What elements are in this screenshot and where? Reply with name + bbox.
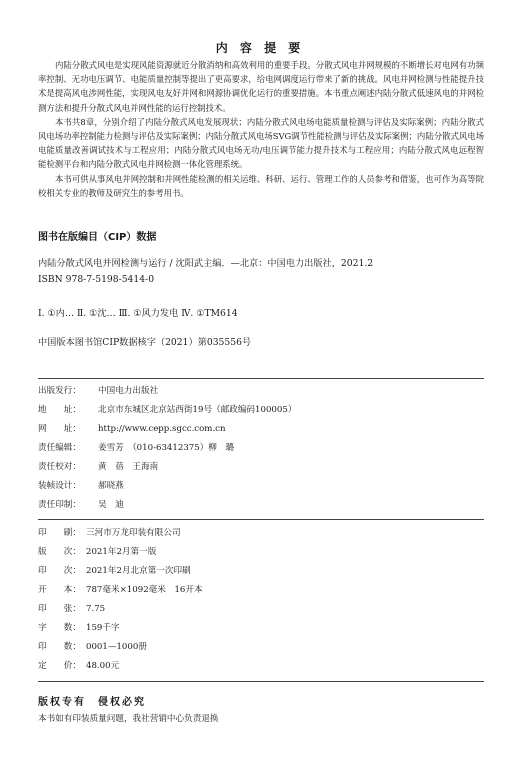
divider: [38, 681, 484, 682]
row-label: 开 本：: [38, 585, 81, 595]
cip-number: 中国版本图书馆CIP数据核字（2021）第035556号: [38, 337, 252, 348]
printing-row: [38, 659, 119, 671]
row-value: 黄 蓓 王海南: [98, 462, 159, 472]
cip-heading: 图书在版编目（CIP）数据: [38, 232, 157, 243]
row-value: 姜雪芳 （010-63412375）柳 璐: [98, 443, 235, 453]
row-value: 0001—1000册: [86, 642, 147, 652]
row-label: 版 次：: [38, 547, 81, 557]
row-label: 责任校对：: [38, 462, 81, 472]
printing-row: [38, 583, 203, 595]
summary-paragraph: 本书可供从事风电并网控制和并网性能检测的相关运维、科研、运行、管理工作的人员参考和借鉴，也可作为高等院校相关专业的教师及研究生的参考用书。: [38, 173, 484, 198]
cip-classification: Ⅰ. ①内… Ⅱ. ①沈… Ⅲ. ①风力发电 Ⅳ. ①TM614: [38, 308, 238, 319]
copyright-notice: 本书如有印装质量问题，我社营销中心负责退换: [38, 714, 219, 724]
row-value: 三河市万龙印装有限公司: [86, 528, 181, 538]
row-value: 北京市东城区北京站西街19号（邮政编码100005）: [98, 405, 297, 415]
copyright-heading: 版权专有 侵权必究: [38, 697, 146, 708]
publisher-row: [38, 460, 158, 472]
row-label: 网 址：: [38, 424, 81, 434]
row-label: 印 刷：: [38, 528, 81, 538]
publisher-row: [38, 384, 158, 396]
row-label: 出版发行：: [38, 386, 81, 396]
row-label: 责任印制：: [38, 500, 81, 510]
summary-title: 内 容 提 要: [215, 41, 305, 55]
row-value: 2021年2月北京第一次印刷: [86, 566, 191, 576]
printing-row: [38, 602, 105, 614]
row-label: 印 张：: [38, 604, 81, 614]
printing-row: [38, 621, 120, 633]
row-label: 责任编辑：: [38, 443, 81, 453]
summary-paragraph: 内陆分散式风电是实现风能资源就近分散消纳和高效利用的重要手段。分散式风电并网规模的不断增长对电网有功频率控制、无功电压调节、电能质量控制等提出了更高要求，给电网调度运行带来了新的挑战。风电并网检测与性能提升技术是提高风电涉网性能，实现风电友好并网和网源协调优化运行的重要措施。本书重点阐述内陆分散式低速风电的并网检测方法和提升分散式风电并网性能的运行控制技术。: [38, 60, 484, 113]
summary-body: [38, 58, 484, 200]
row-value: 吴 迪: [98, 500, 124, 510]
publisher-row: [38, 441, 234, 453]
printing-row: [38, 526, 181, 538]
printing-row: [38, 564, 191, 576]
row-label: 印 次：: [38, 566, 81, 576]
row-label: 印 数：: [38, 642, 81, 652]
summary-paragraph: 本书共8章，分别介绍了内陆分散式风电发展现状；内陆分散式风电场电能质量检测与评估及实际案例；内陆分散式风电场功率控制能力检测与评估及实际案例；内陆分散式风电场SVG调节性能检测与评估及实际案例；内陆分散式风电场电能质量改善调试技术与工程应用；内陆分散式风电场无功/电压调节能力提升技术与工程应用；内陆分散式风电远程智能检测平台和内陆分散式风电并网检测一体化管理系统。: [38, 116, 484, 170]
row-value: 7.75: [86, 604, 106, 614]
cip-book-line: 内陆分散式风电并网检测与运行 / 沈阳武主编．—北京：中国电力出版社，2021.2: [38, 258, 374, 269]
row-value: http://www.cepp.sgcc.com.cn: [98, 424, 226, 434]
publisher-row: [38, 403, 296, 415]
row-value: 2021年2月第一版: [86, 547, 157, 557]
row-label: 定 价：: [38, 661, 81, 671]
divider: [38, 519, 484, 520]
divider: [38, 378, 484, 379]
row-value: 787毫米×1092毫米 16开本: [86, 585, 203, 595]
row-label: 字 数：: [38, 623, 81, 633]
row-value: 159千字: [86, 623, 120, 633]
printing-row: [38, 640, 147, 652]
publisher-row: [38, 422, 226, 434]
row-value: 48.00元: [86, 661, 120, 671]
row-label: 地 址：: [38, 405, 81, 415]
cip-isbn: ISBN 978-7-5198-5414-0: [38, 274, 155, 285]
row-value: 中国电力出版社: [98, 386, 159, 396]
row-value: 郝晓燕: [98, 481, 124, 491]
publisher-row: [38, 498, 124, 510]
row-label: 装帧设计：: [38, 481, 81, 491]
printing-row: [38, 545, 156, 557]
publisher-row: [38, 479, 124, 491]
